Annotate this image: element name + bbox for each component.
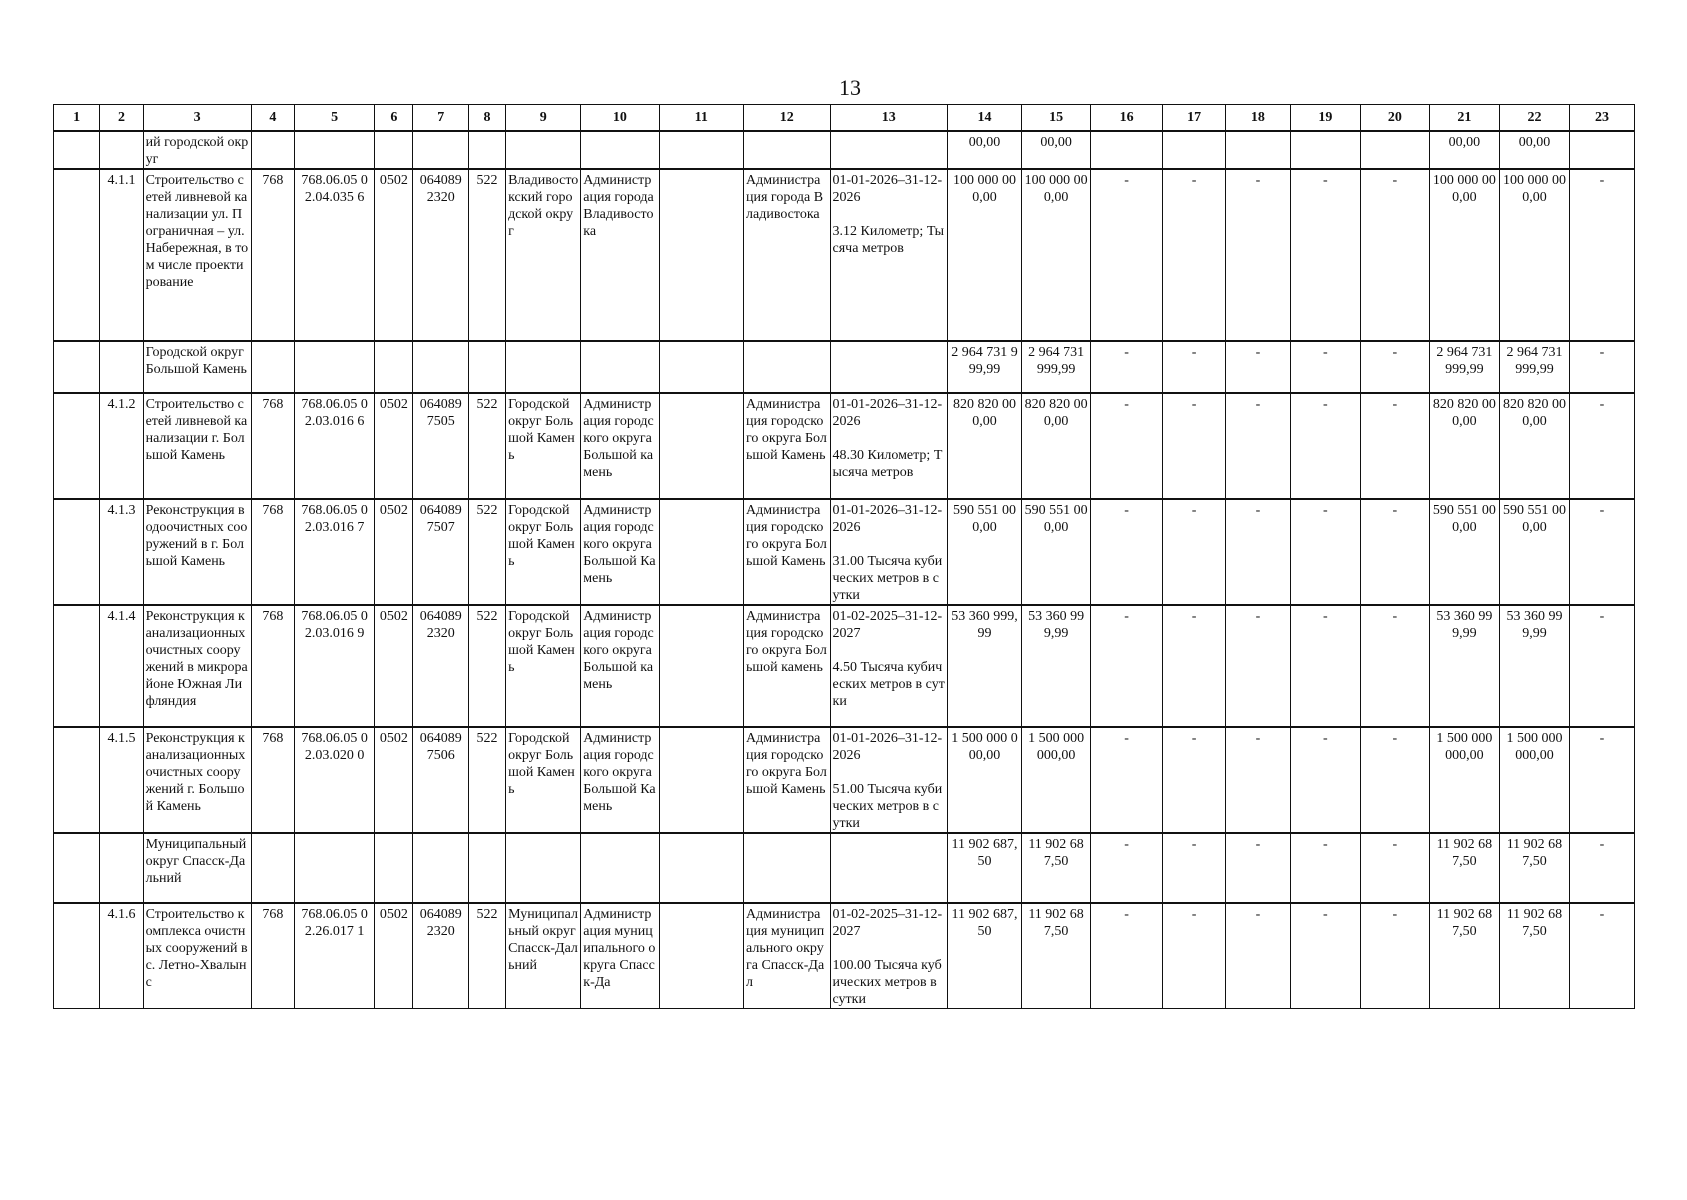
cell-col-22: 53 360 999,99 — [1499, 605, 1569, 727]
cell-col-3: Реконструкция канализационных очистных сооружений в микрорайоне Южная Лифляндия — [143, 605, 251, 727]
column-header-22: 22 — [1499, 105, 1569, 132]
cell-col-22: 11 902 687,50 — [1499, 833, 1569, 903]
cell-col-14: 00,00 — [947, 131, 1021, 169]
cell-col-12 — [744, 833, 831, 903]
cell-col-7 — [413, 131, 469, 169]
cell-col-8: 522 — [469, 903, 506, 1009]
cell-col-19: - — [1290, 727, 1360, 833]
cell-col-7 — [413, 833, 469, 903]
cell-col-16: - — [1091, 341, 1163, 393]
table-row — [54, 169, 1635, 341]
column-header-2: 2 — [100, 105, 143, 132]
cell-col-18: - — [1225, 393, 1290, 499]
cell-col-13: 01-01-2026–31-12-2026 51.00 Тысяча кубических метров в сутки — [830, 727, 947, 833]
cell-col-22: 820 820 000,00 — [1499, 393, 1569, 499]
cell-col-10 — [581, 341, 659, 393]
cell-col-17: - — [1163, 341, 1226, 393]
cell-col-6: 0502 — [375, 393, 413, 499]
cell-col-3: Строительство сетей ливневой канализации г. Большой Камень — [143, 393, 251, 499]
cell-col-16 — [1091, 131, 1163, 169]
cell-col-6: 0502 — [375, 727, 413, 833]
cell-col-7: 064089 7505 — [413, 393, 469, 499]
cell-col-3: Городской округ Большой Камень — [143, 341, 251, 393]
cell-col-5: 768.06.05 02.03.016 9 — [294, 605, 374, 727]
cell-col-3: ий городской округ — [143, 131, 251, 169]
cell-col-15: 11 902 687,50 — [1022, 903, 1091, 1009]
table-row — [54, 903, 1635, 1009]
cell-col-17: - — [1163, 169, 1226, 341]
cell-col-16: - — [1091, 727, 1163, 833]
cell-col-19: - — [1290, 833, 1360, 903]
cell-col-21: 53 360 999,99 — [1429, 605, 1499, 727]
cell-col-13: 01-01-2026–31-12-2026 48.30 Километр; Тысяча метров — [830, 393, 947, 499]
cell-col-5 — [294, 131, 374, 169]
cell-col-11 — [659, 341, 743, 393]
cell-col-5: 768.06.05 02.03.016 6 — [294, 393, 374, 499]
cell-col-13: 01-01-2026–31-12-2026 31.00 Тысяча кубических метров в сутки — [830, 499, 947, 605]
cell-col-15: 11 902 687,50 — [1022, 833, 1091, 903]
cell-col-12: Администрация городского округа Большой камень — [744, 605, 831, 727]
cell-col-19: - — [1290, 605, 1360, 727]
cell-col-17: - — [1163, 499, 1226, 605]
cell-col-12: Администрация города Владивостока — [744, 169, 831, 341]
cell-col-14: 590 551 000,00 — [947, 499, 1021, 605]
cell-col-10: Администрация городского округа Большой камень — [581, 393, 659, 499]
cell-col-12: Администрация городского округа Большой Камень — [744, 393, 831, 499]
cell-col-1 — [54, 341, 100, 393]
cell-col-22: 11 902 687,50 — [1499, 903, 1569, 1009]
cell-col-3: Муниципальный округ Спасск-Дальний — [143, 833, 251, 903]
cell-col-22: 590 551 000,00 — [1499, 499, 1569, 605]
cell-col-6 — [375, 131, 413, 169]
cell-col-2: 4.1.6 — [100, 903, 143, 1009]
cell-col-18: - — [1225, 727, 1290, 833]
cell-col-2 — [100, 833, 143, 903]
cell-col-8: 522 — [469, 169, 506, 341]
cell-col-11 — [659, 393, 743, 499]
cell-col-23: - — [1569, 341, 1634, 393]
cell-col-1 — [54, 605, 100, 727]
cell-col-13 — [830, 833, 947, 903]
cell-col-14: 11 902 687,50 — [947, 833, 1021, 903]
cell-col-19: - — [1290, 341, 1360, 393]
cell-col-8 — [469, 131, 506, 169]
cell-col-20: - — [1360, 169, 1429, 341]
table-row — [54, 499, 1635, 605]
table-row — [54, 393, 1635, 499]
column-header-21: 21 — [1429, 105, 1499, 132]
cell-col-22: 00,00 — [1499, 131, 1569, 169]
cell-col-11 — [659, 499, 743, 605]
cell-col-10: Администрация городского округа Большой Камень — [581, 499, 659, 605]
cell-col-5: 768.06.05 02.04.035 6 — [294, 169, 374, 341]
cell-col-15: 590 551 000,00 — [1022, 499, 1091, 605]
cell-col-15: 53 360 999,99 — [1022, 605, 1091, 727]
cell-col-7: 064089 2320 — [413, 605, 469, 727]
cell-col-6: 0502 — [375, 605, 413, 727]
cell-col-17 — [1163, 131, 1226, 169]
cell-col-4: 768 — [251, 393, 294, 499]
cell-col-20: - — [1360, 393, 1429, 499]
cell-col-17: - — [1163, 903, 1226, 1009]
column-header-14: 14 — [947, 105, 1021, 132]
cell-col-6 — [375, 341, 413, 393]
cell-col-4 — [251, 131, 294, 169]
column-header-15: 15 — [1022, 105, 1091, 132]
column-header-17: 17 — [1163, 105, 1226, 132]
column-header-7: 7 — [413, 105, 469, 132]
cell-col-9: Городской округ Большой Камень — [506, 605, 581, 727]
header-row — [54, 105, 1635, 132]
cell-col-11 — [659, 169, 743, 341]
cell-col-13: 01-01-2026–31-12-2026 3.12 Километр; Тысяча метров — [830, 169, 947, 341]
cell-col-20: - — [1360, 499, 1429, 605]
column-header-8: 8 — [469, 105, 506, 132]
column-header-1: 1 — [54, 105, 100, 132]
cell-col-19 — [1290, 131, 1360, 169]
cell-col-15: 2 964 731 999,99 — [1022, 341, 1091, 393]
cell-col-19: - — [1290, 499, 1360, 605]
cell-col-14: 100 000 000,00 — [947, 169, 1021, 341]
cell-col-21: 11 902 687,50 — [1429, 833, 1499, 903]
cell-col-18: - — [1225, 341, 1290, 393]
cell-col-13 — [830, 341, 947, 393]
cell-col-5: 768.06.05 02.03.016 7 — [294, 499, 374, 605]
cell-col-1 — [54, 499, 100, 605]
cell-col-23: - — [1569, 393, 1634, 499]
cell-col-14: 53 360 999,99 — [947, 605, 1021, 727]
cell-col-11 — [659, 903, 743, 1009]
cell-col-14: 1 500 000 000,00 — [947, 727, 1021, 833]
cell-col-6: 0502 — [375, 903, 413, 1009]
column-header-19: 19 — [1290, 105, 1360, 132]
cell-col-9: Владивостокский городской округ — [506, 169, 581, 341]
cell-col-2: 4.1.1 — [100, 169, 143, 341]
cell-col-9: Городской округ Большой Камень — [506, 727, 581, 833]
cell-col-12: Администрация муниципального округа Спасск-Дал — [744, 903, 831, 1009]
cell-col-9 — [506, 131, 581, 169]
cell-col-3: Реконструкция водоочистных сооружений в г. Большой Камень — [143, 499, 251, 605]
cell-col-6: 0502 — [375, 169, 413, 341]
cell-col-18: - — [1225, 833, 1290, 903]
budget-table — [53, 104, 1635, 1009]
cell-col-9: Городской округ Большой Камень — [506, 393, 581, 499]
column-header-3: 3 — [143, 105, 251, 132]
cell-col-1 — [54, 727, 100, 833]
cell-col-6: 0502 — [375, 499, 413, 605]
cell-col-15: 100 000 000,00 — [1022, 169, 1091, 341]
cell-col-23 — [1569, 131, 1634, 169]
cell-col-20: - — [1360, 341, 1429, 393]
cell-col-5: 768.06.05 02.26.017 1 — [294, 903, 374, 1009]
column-header-9: 9 — [506, 105, 581, 132]
column-header-23: 23 — [1569, 105, 1634, 132]
cell-col-13: 01-02-2025–31-12-2027 4.50 Тысяча кубических метров в сутки — [830, 605, 947, 727]
cell-col-23: - — [1569, 727, 1634, 833]
cell-col-23: - — [1569, 169, 1634, 341]
cell-col-22: 1 500 000 000,00 — [1499, 727, 1569, 833]
cell-col-21: 1 500 000 000,00 — [1429, 727, 1499, 833]
cell-col-19: - — [1290, 903, 1360, 1009]
column-header-10: 10 — [581, 105, 659, 132]
cell-col-7: 064089 7506 — [413, 727, 469, 833]
cell-col-12 — [744, 341, 831, 393]
cell-col-7: 064089 2320 — [413, 169, 469, 341]
cell-col-1 — [54, 393, 100, 499]
cell-col-18: - — [1225, 605, 1290, 727]
cell-col-15: 820 820 000,00 — [1022, 393, 1091, 499]
table-row — [54, 341, 1635, 393]
cell-col-16: - — [1091, 605, 1163, 727]
cell-col-1 — [54, 833, 100, 903]
cell-col-4: 768 — [251, 605, 294, 727]
cell-col-14: 820 820 000,00 — [947, 393, 1021, 499]
cell-col-3: Строительство комплекса очистных сооружений в с. Летно-Хвалынс — [143, 903, 251, 1009]
cell-col-3: Строительство сетей ливневой канализации ул. Пограничная – ул. Набережная, в том числе проектирование — [143, 169, 251, 341]
column-header-18: 18 — [1225, 105, 1290, 132]
cell-col-4 — [251, 833, 294, 903]
cell-col-20: - — [1360, 605, 1429, 727]
table-row — [54, 605, 1635, 727]
cell-col-23: - — [1569, 605, 1634, 727]
column-header-12: 12 — [744, 105, 831, 132]
cell-col-1 — [54, 169, 100, 341]
cell-col-16: - — [1091, 169, 1163, 341]
cell-col-8 — [469, 833, 506, 903]
cell-col-8: 522 — [469, 393, 506, 499]
cell-col-21: 100 000 000,00 — [1429, 169, 1499, 341]
column-header-13: 13 — [830, 105, 947, 132]
column-header-4: 4 — [251, 105, 294, 132]
cell-col-1 — [54, 903, 100, 1009]
column-header-16: 16 — [1091, 105, 1163, 132]
cell-col-16: - — [1091, 499, 1163, 605]
cell-col-23: - — [1569, 903, 1634, 1009]
cell-col-10: Администрация муниципального округа Спасск-Да — [581, 903, 659, 1009]
cell-col-16: - — [1091, 833, 1163, 903]
cell-col-13: 01-02-2025–31-12-2027 100.00 Тысяча кубических метров в сутки — [830, 903, 947, 1009]
column-header-11: 11 — [659, 105, 743, 132]
cell-col-8 — [469, 341, 506, 393]
cell-col-4: 768 — [251, 169, 294, 341]
table-row — [54, 833, 1635, 903]
cell-col-11 — [659, 833, 743, 903]
cell-col-5 — [294, 833, 374, 903]
cell-col-4: 768 — [251, 499, 294, 605]
cell-col-9 — [506, 341, 581, 393]
cell-col-12 — [744, 131, 831, 169]
cell-col-19: - — [1290, 169, 1360, 341]
cell-col-15: 1 500 000 000,00 — [1022, 727, 1091, 833]
cell-col-10: Администрация городского округа Большой Камень — [581, 727, 659, 833]
cell-col-23: - — [1569, 833, 1634, 903]
cell-col-18 — [1225, 131, 1290, 169]
cell-col-10: Администрация городского округа Большой камень — [581, 605, 659, 727]
cell-col-7 — [413, 341, 469, 393]
cell-col-5 — [294, 341, 374, 393]
cell-col-7: 064089 2320 — [413, 903, 469, 1009]
cell-col-11 — [659, 131, 743, 169]
cell-col-1 — [54, 131, 100, 169]
page-number: 13 — [839, 75, 861, 100]
cell-col-4 — [251, 341, 294, 393]
cell-col-2: 4.1.2 — [100, 393, 143, 499]
cell-col-19: - — [1290, 393, 1360, 499]
column-header-5: 5 — [294, 105, 374, 132]
cell-col-22: 2 964 731 999,99 — [1499, 341, 1569, 393]
cell-col-22: 100 000 000,00 — [1499, 169, 1569, 341]
cell-col-20: - — [1360, 903, 1429, 1009]
column-header-20: 20 — [1360, 105, 1429, 132]
column-header-6: 6 — [375, 105, 413, 132]
cell-col-20 — [1360, 131, 1429, 169]
cell-col-6 — [375, 833, 413, 903]
cell-col-17: - — [1163, 833, 1226, 903]
cell-col-3: Реконструкция канализационных очистных сооружений г. Большой Камень — [143, 727, 251, 833]
cell-col-8: 522 — [469, 727, 506, 833]
cell-col-4: 768 — [251, 903, 294, 1009]
cell-col-10 — [581, 131, 659, 169]
cell-col-21: 590 551 000,00 — [1429, 499, 1499, 605]
cell-col-2: 4.1.5 — [100, 727, 143, 833]
cell-col-21: 2 964 731 999,99 — [1429, 341, 1499, 393]
cell-col-20: - — [1360, 833, 1429, 903]
cell-col-5: 768.06.05 02.03.020 0 — [294, 727, 374, 833]
cell-col-2: 4.1.4 — [100, 605, 143, 727]
table-row — [54, 727, 1635, 833]
cell-col-7: 064089 7507 — [413, 499, 469, 605]
cell-col-8: 522 — [469, 605, 506, 727]
cell-col-21: 820 820 000,00 — [1429, 393, 1499, 499]
cell-col-13 — [830, 131, 947, 169]
cell-col-23: - — [1569, 499, 1634, 605]
cell-col-18: - — [1225, 903, 1290, 1009]
cell-col-8: 522 — [469, 499, 506, 605]
cell-col-17: - — [1163, 727, 1226, 833]
cell-col-17: - — [1163, 605, 1226, 727]
cell-col-12: Администрация городского округа Большой Камень — [744, 727, 831, 833]
cell-col-12: Администрация городского округа Большой Камень — [744, 499, 831, 605]
cell-col-15: 00,00 — [1022, 131, 1091, 169]
cell-col-14: 11 902 687,50 — [947, 903, 1021, 1009]
cell-col-17: - — [1163, 393, 1226, 499]
cell-col-18: - — [1225, 499, 1290, 605]
cell-col-9: Городской округ Большой Камень — [506, 499, 581, 605]
cell-col-2: 4.1.3 — [100, 499, 143, 605]
table-row — [54, 131, 1635, 169]
cell-col-16: - — [1091, 903, 1163, 1009]
cell-col-18: - — [1225, 169, 1290, 341]
cell-col-10: Администрация города Владивостока — [581, 169, 659, 341]
cell-col-2 — [100, 341, 143, 393]
cell-col-11 — [659, 727, 743, 833]
cell-col-21: 00,00 — [1429, 131, 1499, 169]
cell-col-4: 768 — [251, 727, 294, 833]
cell-col-9: Муниципальный округ Спасск-Дальний — [506, 903, 581, 1009]
cell-col-11 — [659, 605, 743, 727]
cell-col-10 — [581, 833, 659, 903]
cell-col-20: - — [1360, 727, 1429, 833]
cell-col-14: 2 964 731 999,99 — [947, 341, 1021, 393]
cell-col-9 — [506, 833, 581, 903]
cell-col-2 — [100, 131, 143, 169]
cell-col-16: - — [1091, 393, 1163, 499]
cell-col-21: 11 902 687,50 — [1429, 903, 1499, 1009]
